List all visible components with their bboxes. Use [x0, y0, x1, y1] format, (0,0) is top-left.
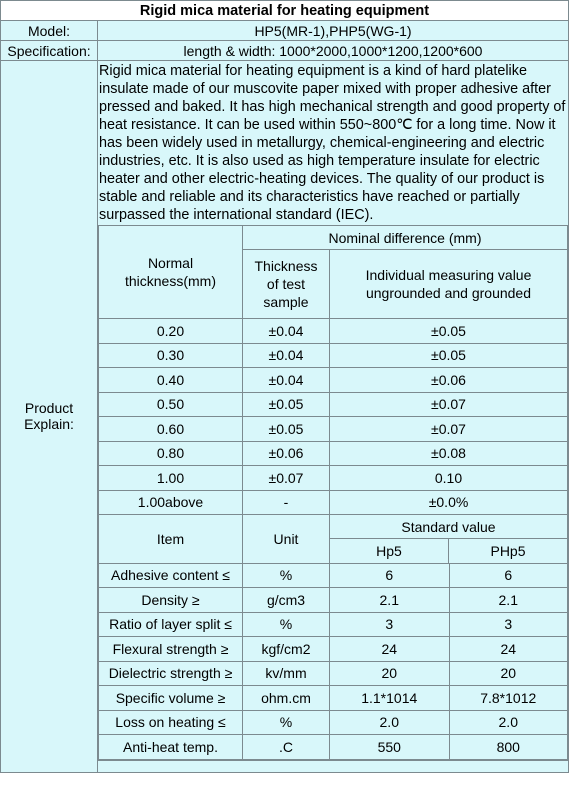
test-sample-header-line2: of test: [266, 276, 306, 292]
standard-values-row: [330, 662, 567, 686]
item-cell: Dielectric strength ≥: [99, 661, 243, 686]
page-title: Rigid mica material for heating equipment: [1, 1, 569, 21]
normal-thickness-cell: 1.00: [99, 466, 243, 491]
unit-header: Unit: [243, 515, 330, 564]
property-row: [99, 710, 568, 735]
standard-values-row: [330, 735, 567, 759]
unit-cell: kv/mm: [243, 661, 330, 686]
standard-values-subtable: [330, 588, 567, 612]
product-explain-label: [1, 61, 98, 773]
normal-thickness-cell: 0.20: [99, 319, 243, 344]
individual-value-cell: ±0.0%: [330, 490, 568, 515]
item-header: Item: [99, 515, 243, 564]
model-row: [1, 21, 569, 41]
title-row: [1, 1, 569, 21]
individual-value-cell: ±0.07: [330, 392, 568, 417]
thickness-row: [99, 466, 568, 491]
property-row: [99, 686, 568, 711]
hp5-header: Hp5: [330, 539, 449, 563]
test-sample-cell: ±0.04: [243, 368, 330, 393]
individual-value-cell: ±0.06: [330, 368, 568, 393]
php5-cell: 20: [449, 662, 567, 686]
standard-values-cell: [330, 637, 568, 662]
standard-values-subtable: [330, 711, 567, 735]
unit-cell: kgf/cm2: [243, 637, 330, 662]
property-row: [99, 588, 568, 613]
php5-cell: 3: [449, 613, 567, 637]
standard-values-cell: [330, 588, 568, 613]
property-row: [99, 612, 568, 637]
standard-values-cell: [330, 661, 568, 686]
property-row: [99, 637, 568, 662]
property-header-row: [99, 515, 568, 564]
item-cell: Ratio of layer split ≤: [99, 612, 243, 637]
standard-values-row: [330, 686, 567, 710]
normal-thickness-header: [99, 226, 243, 319]
item-cell: Loss on heating ≤: [99, 710, 243, 735]
specification-row: [1, 41, 569, 61]
php5-cell: 7.8*1012: [449, 686, 567, 710]
unit-cell: g/cm3: [243, 588, 330, 613]
test-sample-cell: ±0.05: [243, 417, 330, 442]
property-rows: [99, 563, 568, 759]
nominal-difference-header: Nominal difference (mm): [243, 226, 568, 250]
standard-values-row: [330, 637, 567, 661]
standard-values-cell: [330, 612, 568, 637]
product-explain-row: [1, 61, 569, 761]
unit-cell: %: [243, 710, 330, 735]
property-row: [99, 563, 568, 588]
standard-values-row: [330, 613, 567, 637]
individual-value-cell: ±0.08: [330, 441, 568, 466]
property-row: [99, 661, 568, 686]
test-sample-cell: ±0.04: [243, 343, 330, 368]
normal-thickness-cell: 0.50: [99, 392, 243, 417]
php5-cell: 800: [449, 735, 567, 759]
php5-cell: 2.0: [449, 711, 567, 735]
standard-value-row: [330, 515, 567, 539]
thickness-of-test-sample-header: [243, 250, 330, 319]
standard-values-cell: [330, 563, 568, 588]
thickness-row: [99, 343, 568, 368]
normal-thickness-cell: 0.60: [99, 417, 243, 442]
model-value: HP5(MR-1),PHP5(WG-1): [98, 21, 569, 41]
standard-value-subtable: [330, 515, 567, 563]
test-sample-cell: ±0.07: [243, 466, 330, 491]
thickness-row: [99, 368, 568, 393]
normal-thickness-cell: 0.40: [99, 368, 243, 393]
standard-values-row: [330, 588, 567, 612]
grade-header-row: [330, 539, 567, 563]
unit-cell: ohm.cm: [243, 686, 330, 711]
specification-value: length & width: 1000*2000,1000*1200,1200*600: [98, 41, 569, 61]
individual-value-cell: ±0.07: [330, 417, 568, 442]
test-sample-header-line3: sample: [263, 294, 309, 310]
test-sample-cell: -: [243, 490, 330, 515]
unit-cell: %: [243, 612, 330, 637]
individual-value-cell: ±0.05: [330, 319, 568, 344]
unit-cell: %: [243, 563, 330, 588]
test-sample-header-line1: Thickness: [254, 258, 318, 274]
product-explain-label-line2: Explain:: [24, 416, 74, 433]
standard-values-cell: [330, 735, 568, 760]
thickness-header-row: [99, 226, 568, 250]
standard-value-group: [330, 515, 568, 564]
thickness-row: [99, 319, 568, 344]
standard-values-subtable: [330, 735, 567, 759]
hp5-cell: 24: [330, 637, 449, 661]
php5-cell: 24: [449, 637, 567, 661]
standard-values-subtable: [330, 637, 567, 661]
product-explain-content: [98, 61, 569, 761]
unit-cell: .C: [243, 735, 330, 760]
thickness-row: [99, 417, 568, 442]
specification-label: Specification:: [1, 41, 98, 61]
hp5-cell: 2.1: [330, 588, 449, 612]
bottom-filler: [98, 760, 569, 772]
standard-values-cell: [330, 686, 568, 711]
individual-measuring-header-line1: Individual measuring value: [365, 267, 532, 283]
hp5-cell: 2.0: [330, 711, 449, 735]
item-cell: Density ≥: [99, 588, 243, 613]
standard-values-subtable: [330, 686, 567, 710]
standard-values-cell: [330, 710, 568, 735]
normal-thickness-cell: 1.00above: [99, 490, 243, 515]
individual-value-cell: 0.10: [330, 466, 568, 491]
thickness-rows: [99, 319, 568, 515]
normal-thickness-header-line2: thickness(mm): [124, 273, 216, 289]
property-row: [99, 735, 568, 760]
php5-header: PHp5: [449, 539, 568, 563]
individual-measuring-header: [330, 250, 568, 319]
standard-values-subtable: [330, 613, 567, 637]
test-sample-cell: ±0.06: [243, 441, 330, 466]
thickness-tolerance-table: [98, 225, 568, 760]
individual-measuring-header-line2: ungrounded and grounded: [365, 285, 532, 301]
php5-cell: 6: [449, 564, 567, 588]
standard-values-subtable: [330, 662, 567, 686]
hp5-cell: 550: [330, 735, 449, 759]
test-sample-cell: ±0.05: [243, 392, 330, 417]
product-description: Rigid mica material for heating equipment is a kind of hard platelike insulate made of our muscovite paper mixed with proper adhesive after pressed and baked. It has high mechanical strength and good property of heat resistance. It can be used within 550~800℃ for a long time. Now it has been widely used in metallurgy, chemical-engineering and electric industries, etc. It is also used as high temperature insulate for electric heater and other electric-heating devices. The quality of our product is stable and reliable and its characteristics have reached or partially surpassed the international standard (IEC).: [99, 63, 566, 223]
thickness-row: [99, 392, 568, 417]
item-cell: Anti-heat temp.: [99, 735, 243, 760]
thickness-row: [99, 441, 568, 466]
model-label: Model:: [1, 21, 98, 41]
normal-thickness-cell: 0.30: [99, 343, 243, 368]
php5-cell: 2.1: [449, 588, 567, 612]
product-explain-label-line1: Product: [24, 400, 74, 417]
normal-thickness-header-line1: Normal: [147, 255, 194, 271]
standard-values-subtable: [330, 564, 567, 588]
hp5-cell: 6: [330, 564, 449, 588]
individual-value-cell: ±0.05: [330, 343, 568, 368]
item-cell: Flexural strength ≥: [99, 637, 243, 662]
hp5-cell: 20: [330, 662, 449, 686]
test-sample-cell: ±0.04: [243, 319, 330, 344]
item-cell: Specific volume ≥: [99, 686, 243, 711]
standard-value-header: Standard value: [330, 515, 567, 539]
hp5-cell: 3: [330, 613, 449, 637]
standard-values-row: [330, 711, 567, 735]
normal-thickness-cell: 0.80: [99, 441, 243, 466]
item-cell: Adhesive content ≤: [99, 563, 243, 588]
standard-values-row: [330, 564, 567, 588]
hp5-cell: 1.1*1014: [330, 686, 449, 710]
thickness-row: [99, 490, 568, 515]
